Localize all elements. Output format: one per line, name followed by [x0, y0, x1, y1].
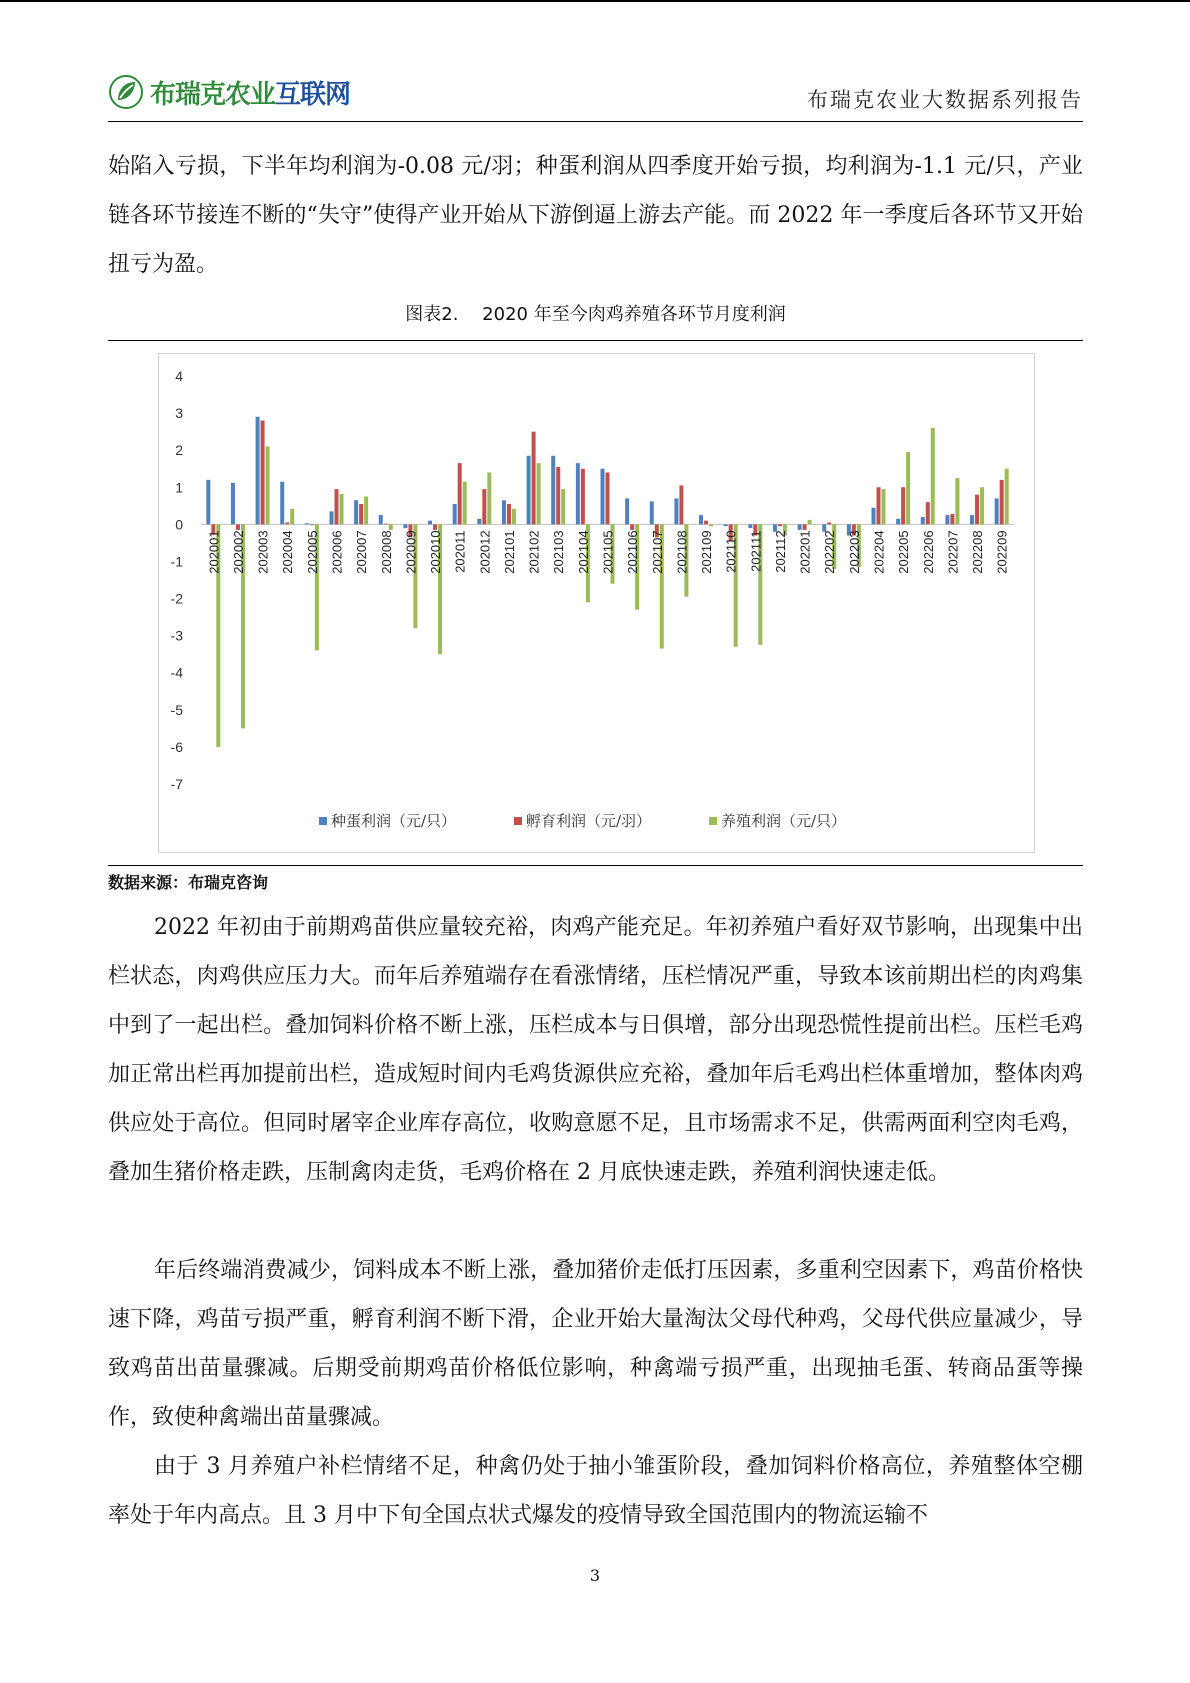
bar-1-202005: [310, 524, 314, 525]
bar-1-202002: [236, 524, 240, 530]
header-divider: [108, 121, 1083, 122]
figure-title: 图表2. 2020 年至今肉鸡养殖各环节月度利润: [405, 304, 786, 325]
x-tick-label-202012: 202012: [477, 530, 493, 574]
bar-1-202010: [433, 524, 437, 530]
bar-0-202109: [699, 515, 703, 524]
x-tick-label-202101: 202101: [501, 530, 517, 574]
bar-2-202101: [512, 509, 516, 525]
bar-0-202110: [724, 524, 728, 526]
bar-0-202111: [748, 524, 752, 528]
x-tick-label-202109: 202109: [699, 530, 715, 574]
bar-2-202007: [364, 497, 368, 525]
chart-canvas: [159, 354, 1034, 852]
bar-0-202003: [256, 417, 260, 525]
y-tick-label: 3: [175, 405, 183, 422]
bar-0-202007: [354, 500, 358, 524]
y-tick-label: -5: [170, 701, 183, 718]
y-tick-label: 1: [175, 479, 183, 496]
bar-1-202006: [335, 489, 339, 524]
company-logo: [108, 70, 350, 114]
bar-0-202001: [206, 480, 210, 525]
bar-2-202207: [955, 478, 959, 524]
bar-2-202011: [463, 482, 467, 525]
bar-1-202204: [877, 487, 881, 524]
legend-label-0: 种蛋利润（元/只）: [331, 812, 457, 830]
x-tick-labels: [206, 530, 1009, 573]
bar-0-202002: [231, 483, 235, 525]
y-tick-label: 0: [175, 516, 183, 533]
bar-0-202208: [970, 515, 974, 524]
bar-1-202011: [458, 463, 462, 524]
bar-0-202102: [527, 456, 531, 525]
x-tick-label-202005: 202005: [304, 530, 320, 574]
bar-1-202108: [679, 485, 683, 524]
bar-0-202201: [798, 524, 802, 530]
bar-0-202005: [305, 523, 309, 524]
leaf-logo-icon: [108, 74, 144, 110]
bar-2-202109: [709, 524, 713, 526]
x-tick-label-202103: 202103: [551, 530, 567, 574]
legend-swatch-0: [319, 817, 327, 825]
bar-2-202003: [266, 446, 270, 524]
x-tick-label-202007: 202007: [354, 530, 370, 574]
x-tick-label-202207: 202207: [945, 530, 961, 574]
bar-1-202206: [926, 502, 930, 524]
x-tick-label-202008: 202008: [378, 530, 394, 574]
bar-2-202006: [340, 494, 344, 524]
y-tick-label: -2: [170, 590, 183, 607]
bar-1-202106: [630, 524, 634, 530]
x-tick-label-202104: 202104: [575, 530, 591, 574]
bar-2-202103: [561, 489, 565, 524]
bar-0-202104: [576, 463, 580, 524]
bar-0-202206: [921, 517, 925, 524]
x-tick-label-202203: 202203: [846, 530, 862, 574]
page-header: [108, 70, 1083, 122]
x-tick-label-202112: 202112: [772, 530, 788, 573]
bar-1-202103: [556, 467, 560, 524]
page-top-border: [0, 0, 1190, 2]
x-tick-label-202009: 202009: [403, 530, 419, 574]
x-tick-label-202202: 202202: [822, 530, 838, 574]
y-tick-label: -4: [170, 664, 183, 681]
x-tick-label-202003: 202003: [255, 530, 271, 574]
report-series-name: 布瑞克农业大数据系列报告: [807, 88, 1083, 112]
y-tick-label: -6: [170, 738, 183, 755]
bar-2-202201: [808, 520, 812, 524]
data-source: 数据来源：布瑞克咨询: [108, 873, 269, 892]
x-tick-label-202011: 202011: [452, 530, 468, 573]
bar-2-202102: [537, 463, 541, 524]
paragraph-2: 2022 年初由于前期鸡苗供应量较充裕，肉鸡产能充足。年初养殖户看好双节影响，出现集中出栏状态，肉鸡供应压力大。而年后养殖端存在看涨情绪，压栏情况严重，导致本该前期出栏的肉鸡集中到了一起出栏。叠加饲料价格不断上涨，压栏成本与日俱增，部分出现恐慌性提前出栏。压栏毛鸡加正常出栏再加提前出栏，造成短时间内毛鸡货源供应充裕，叠加年后毛鸡出栏体重增加，整体肉鸡供应处于高位。但同时屠宰企业库存高位，收购意愿不足，且市场需求不足，供需两面利空肉毛鸡，叠加生猪价格走跌，压制禽肉走货，毛鸡价格在 2 月底快速走跌，养殖利润快速走低。: [108, 915, 1083, 1185]
figure-bottom-rule: [108, 865, 1083, 866]
paragraph-4: 由于 3 月养殖户补栏情绪不足，种禽仍处于抽小雏蛋阶段，叠加饲料价格高位，养殖整体空棚率处于年内高点。且 3 月中下旬全国点状式爆发的疫情导致全国范围内的物流运输不: [108, 1454, 1083, 1528]
y-tick-label: 4: [175, 368, 183, 384]
bar-1-202209: [1000, 480, 1004, 525]
x-tick-label-202205: 202205: [896, 530, 912, 574]
x-tick-label-202209: 202209: [994, 530, 1010, 574]
y-tick-label: -1: [170, 553, 183, 570]
bar-0-202204: [872, 508, 876, 525]
bar-1-202007: [359, 504, 363, 524]
bar-1-202205: [901, 487, 905, 524]
legend-label-1: 孵育利润（元/羽）: [526, 812, 652, 830]
bar-0-202103: [551, 456, 555, 525]
bar-0-202105: [601, 469, 605, 525]
legend-swatch-1: [514, 817, 522, 825]
bar-0-202101: [502, 500, 506, 524]
bar-1-202208: [975, 495, 979, 525]
bar-0-202009: [403, 524, 407, 528]
bar-2-202208: [980, 487, 984, 524]
bar-0-202205: [896, 519, 900, 525]
bar-0-202010: [428, 521, 432, 525]
logo-text: [150, 74, 350, 111]
bar-0-202004: [280, 482, 284, 525]
bar-0-202012: [477, 519, 481, 525]
chart-legend: [319, 812, 846, 830]
bar-1-202105: [606, 472, 610, 524]
bar-1-202112: [778, 524, 782, 526]
y-tick-label: 2: [175, 442, 183, 459]
logo-text-green: 布瑞克农业: [150, 79, 276, 110]
bar-series: [206, 417, 1008, 747]
y-tick-label: -7: [170, 776, 183, 792]
bar-2-202004: [290, 509, 294, 525]
x-tick-label-202201: 202201: [797, 530, 813, 574]
x-tick-label-202006: 202006: [329, 530, 345, 574]
bar-0-202107: [650, 501, 654, 524]
x-tick-label-202106: 202106: [625, 530, 641, 574]
bar-0-202006: [330, 511, 334, 524]
x-tick-label-202002: 202002: [230, 530, 246, 574]
bar-1-202101: [507, 504, 511, 524]
y-axis: [171, 368, 184, 792]
bar-2-202206: [931, 428, 935, 524]
bar-0-202108: [674, 498, 678, 524]
bar-2-202012: [487, 472, 491, 524]
legend-swatch-2: [709, 817, 717, 825]
bar-2-202204: [882, 489, 886, 524]
bar-1-202008: [384, 524, 388, 525]
bar-1-202004: [285, 523, 289, 525]
x-tick-label-202102: 202102: [526, 530, 542, 574]
x-tick-label-202110: 202110: [723, 530, 739, 573]
bar-1-202109: [704, 521, 708, 525]
bar-1-202102: [532, 432, 536, 525]
bar-2-202008: [389, 524, 393, 530]
legend-label-2: 养殖利润（元/只）: [721, 812, 847, 830]
x-tick-label-202001: 202001: [206, 530, 222, 574]
logo-text-blue: 互联网: [275, 79, 351, 110]
y-tick-label: -3: [170, 627, 183, 644]
bar-1-202012: [482, 489, 486, 524]
x-tick-label-202004: 202004: [280, 530, 296, 574]
x-tick-label-202208: 202208: [970, 530, 986, 574]
x-tick-label-202105: 202105: [600, 530, 616, 574]
bar-0-202209: [995, 498, 999, 524]
bar-2-202209: [1005, 469, 1009, 525]
x-tick-label-202010: 202010: [428, 530, 444, 574]
bar-0-202106: [625, 498, 629, 524]
x-tick-label-202111: 202111: [748, 530, 764, 572]
bar-0-202011: [453, 504, 457, 524]
figure-top-rule: [108, 340, 1083, 341]
paragraph-1: 始陷入亏损，下半年均利润为-0.08 元/羽；种蛋利润从四季度开始亏损，均利润为-1.1 元/只，产业链各环节接连不断的“失守”使得产业开始从下游倒逼上游去产能。而 2022 年一季度后各环节又开始扭亏为盈。: [108, 154, 1083, 277]
page-number: 3: [589, 1566, 601, 1585]
bar-0-202207: [945, 515, 949, 524]
x-tick-label-202107: 202107: [649, 530, 665, 574]
x-tick-label-202204: 202204: [871, 530, 887, 574]
bar-1-202104: [581, 469, 585, 525]
bar-0-202008: [379, 515, 383, 524]
x-tick-label-202206: 202206: [920, 530, 936, 574]
bar-1-202202: [827, 523, 831, 525]
bar-1-202207: [950, 514, 954, 524]
bar-1-202201: [803, 524, 807, 530]
paragraph-3: 年后终端消费减少，饲料成本不断上涨，叠加猪价走低打压因素，多重利空因素下，鸡苗价格快速下降，鸡苗亏损严重，孵育利润不断下滑，企业开始大量淘汰父母代种鸡，父母代供应量减少，导致鸡苗出苗量骤减。后期受前期鸡苗价格低位影响，种禽端亏损严重，出现抽毛蛋、转商品蛋等操作，致使种禽端出苗量骤减。: [108, 1258, 1083, 1430]
bar-2-202205: [906, 452, 910, 524]
bar-1-202003: [261, 421, 265, 525]
x-tick-label-202108: 202108: [674, 530, 690, 574]
profit-bar-chart: [158, 353, 1035, 853]
